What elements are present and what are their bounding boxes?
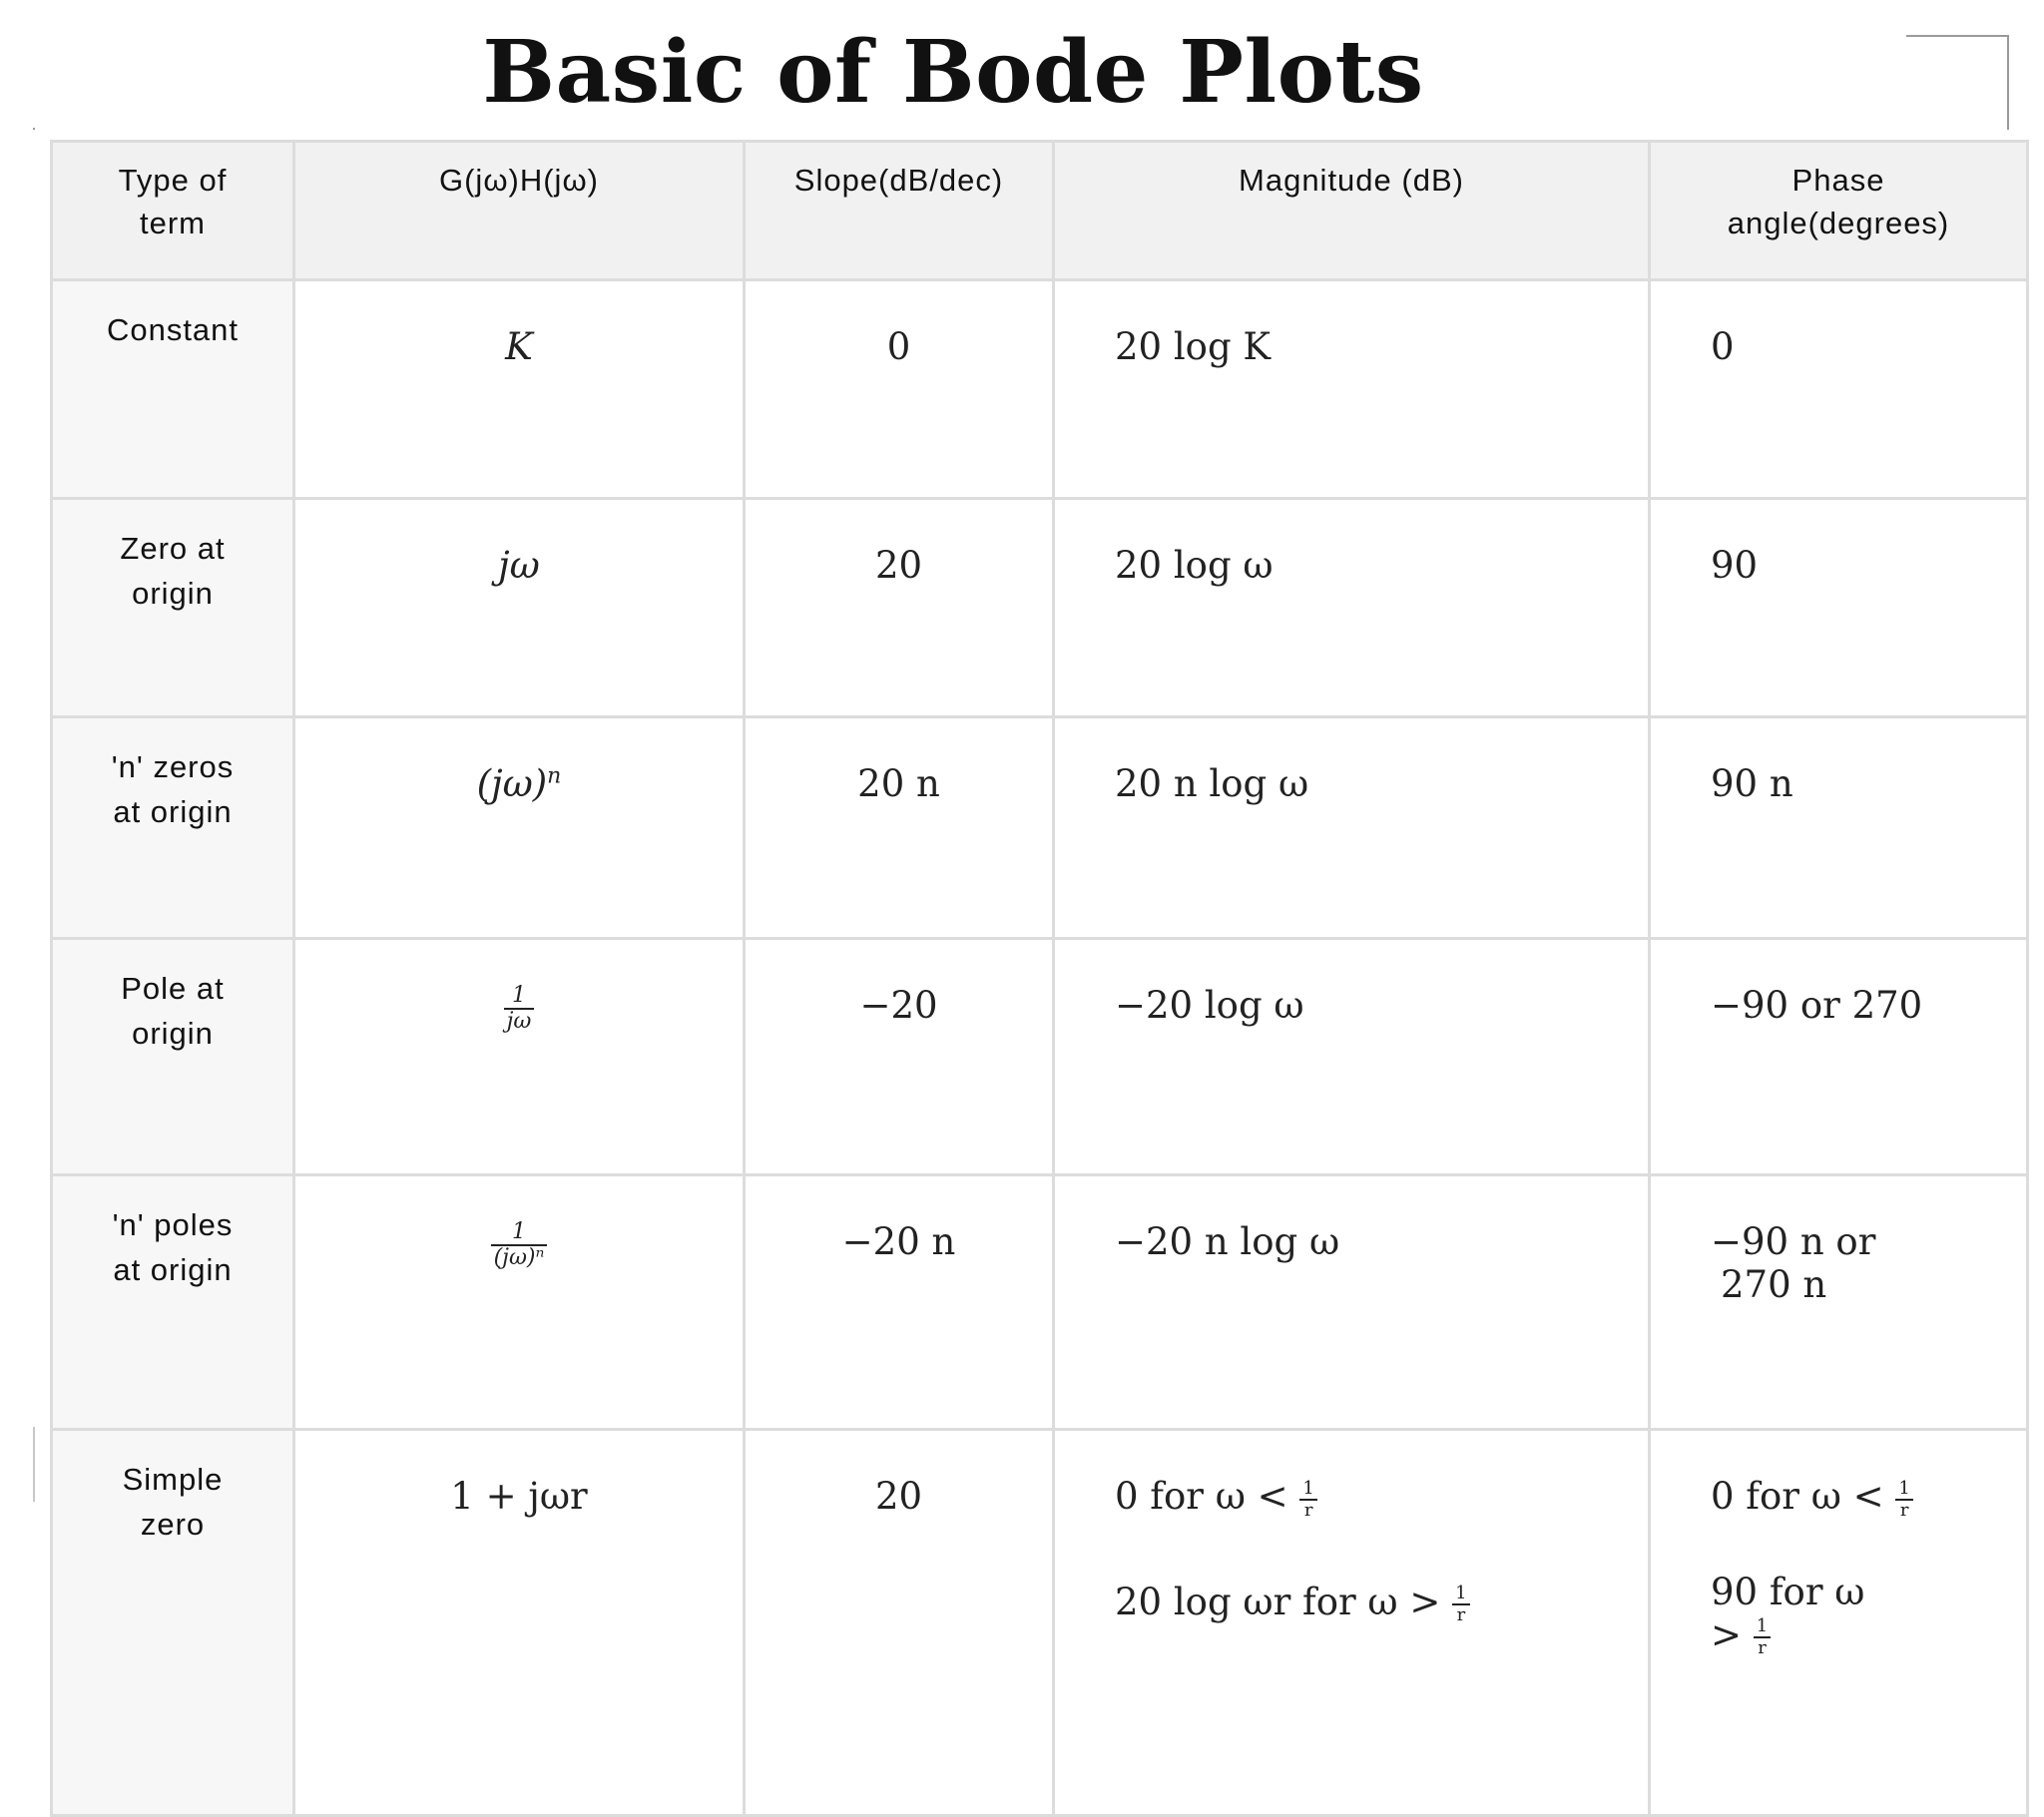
header-type: Type of term: [52, 142, 294, 280]
phase-cell: 0: [1650, 280, 2028, 499]
phase-cell: 90 n: [1650, 717, 2028, 939]
magnitude-cell: [1054, 1430, 1650, 1816]
table-header-row: [52, 142, 2028, 280]
magnitude-cell: 20 log K: [1054, 280, 1650, 499]
type-cell: Simple zero: [52, 1430, 294, 1816]
table-row: [52, 499, 2028, 717]
function-fraction: [491, 1220, 548, 1270]
function-exponent: n: [547, 763, 562, 789]
table-row: [52, 1430, 2028, 1816]
fraction-denominator: jω: [506, 1009, 532, 1034]
type-cell: Zero at origin: [52, 499, 294, 717]
magnitude-cell: −20 n log ω: [1054, 1175, 1650, 1430]
slope-cell: 0: [745, 280, 1054, 499]
function-base: (jω): [476, 762, 548, 805]
fraction-numerator: 1: [491, 1220, 548, 1246]
function-cell: jω: [294, 499, 745, 717]
magnitude-cell: 20 log ω: [1054, 499, 1650, 717]
phase-cell: [1650, 1175, 2028, 1430]
slope-cell: 20: [745, 1430, 1054, 1816]
function-fraction: [504, 984, 535, 1034]
table-row: [52, 1175, 2028, 1430]
magnitude-line-2: 20 log ωr for ω > $\frac{1}{r}$: [1115, 1581, 1648, 1626]
magnitude-fraction-2: $\frac{1}{r}$: [1452, 1584, 1469, 1625]
phase-cell: 90: [1650, 499, 2028, 717]
phase-fraction-2: $\frac{1}{r}$: [1754, 1616, 1771, 1658]
phase-line-1: −90 n or: [1711, 1220, 1876, 1263]
magnitude-cell: 20 n log ω: [1054, 717, 1650, 939]
page-title: Basic of Bode Plots: [0, 18, 1906, 128]
header-function: G(jω)H(jω): [294, 142, 745, 280]
function-cell: K: [294, 280, 745, 499]
phase-cell: −90 or 270: [1650, 939, 2028, 1175]
type-cell: Constant: [52, 280, 294, 499]
header-slope: Slope(dB/dec): [745, 142, 1054, 280]
function-cell: 1 + jωr: [294, 1430, 745, 1816]
header-magnitude: Magnitude (dB): [1054, 142, 1650, 280]
fraction-denominator: (jω)ⁿ: [493, 1245, 545, 1270]
type-cell: Pole at origin: [52, 939, 294, 1175]
phase-line-3: > $\frac{1}{r}$: [1711, 1613, 2026, 1659]
magnitude-cell: −20 log ω: [1054, 939, 1650, 1175]
fraction-numerator: 1: [504, 984, 535, 1010]
phase-line-2: 270 n: [1721, 1263, 1827, 1306]
magnitude-fraction-1: $\frac{1}{r}$: [1299, 1479, 1316, 1521]
function-cell: [294, 1175, 745, 1430]
type-cell: 'n' zeros at origin: [52, 717, 294, 939]
phase-line-1: 0 for ω < $\frac{1}{r}$: [1711, 1475, 2026, 1521]
table-row: [52, 939, 2028, 1175]
frame-left-border-lower: [33, 1427, 35, 1502]
frame-right-border: [2007, 35, 2009, 130]
function-cell: [294, 717, 745, 939]
bode-table: [50, 140, 2029, 1817]
magnitude-line-1: 0 for ω < $\frac{1}{r}$: [1115, 1475, 1648, 1521]
slope-cell: −20: [745, 939, 1054, 1175]
slope-cell: 20 n: [745, 717, 1054, 939]
table-row: [52, 717, 2028, 939]
header-phase: Phase angle(degrees): [1650, 142, 2028, 280]
phase-fraction-1: $\frac{1}{r}$: [1895, 1479, 1912, 1521]
phase-cell: [1650, 1430, 2028, 1816]
function-cell: [294, 939, 745, 1175]
slope-cell: −20 n: [745, 1175, 1054, 1430]
type-cell: 'n' poles at origin: [52, 1175, 294, 1430]
slope-cell: 20: [745, 499, 1054, 717]
phase-line-2: 90 for ω: [1711, 1570, 1865, 1613]
table-row: [52, 280, 2028, 499]
